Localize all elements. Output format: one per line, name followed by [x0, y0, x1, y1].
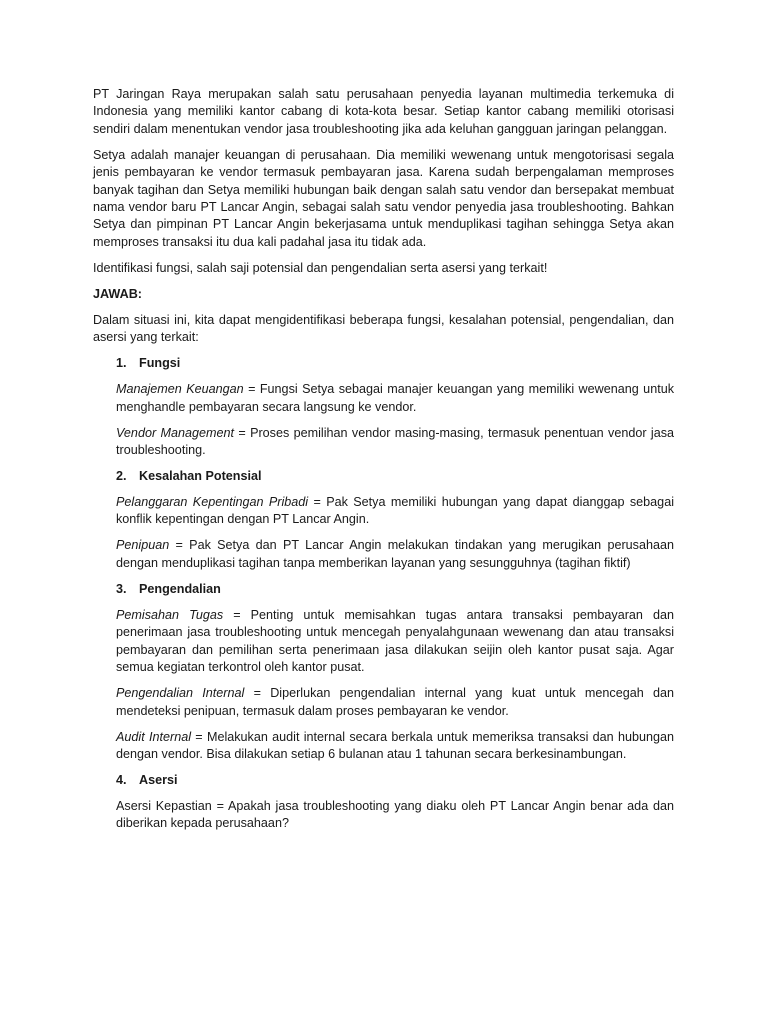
item-text: = Diperlukan pengendalian internal yang kuat untuk mencegah dan mendeteksi penipuan, termasuk dalam proses pembayaran ke vendor.: [116, 686, 674, 718]
item-term: Pengendalian Internal: [116, 686, 245, 701]
section-title: Kesalahan Potensial: [139, 469, 262, 484]
section-number: 3.: [116, 581, 127, 596]
question-text: Identifikasi fungsi, salah saji potensial dan pengendalian serta asersi yang terkait!: [93, 260, 548, 275]
section-item: [116, 798, 674, 833]
section-title: Asersi: [139, 772, 178, 787]
intro-paragraph-2: Setya adalah manajer keuangan di perusahaan. Dia memiliki wewenang untuk mengotorisasi segala jenis pembayaran ke vendor termasuk pembayaran jasa. Karena sudah berpengalaman memproses banyak tagihan dan Setya memiliki hubungan baik dengan salah satu vendor dan bersepakat membuat nama vendor baru PT Lancar Angin, sebagai salah satu vendor penyedia jasa troubleshooting. Bahkan Setya dan pimpinan PT Lancar Angin bekerjasama untuk menduplikasi tagihan sehingga Setya akan memproses transaksi itu dua kali padahal jasa itu tidak ada.: [93, 147, 674, 249]
document-page: [93, 86, 674, 841]
section-item: [116, 494, 674, 529]
section-title: Pengendalian: [139, 581, 221, 596]
answer-label: JAWAB:: [93, 286, 142, 301]
item-term: Vendor Management: [116, 425, 235, 440]
item-term: Manajemen Keuangan: [116, 382, 244, 397]
section-heading-kesalahan-potensial: [93, 468, 674, 485]
section-number: 2.: [116, 469, 127, 484]
section-heading-asersi: [93, 772, 674, 789]
section-item: [116, 381, 674, 416]
item-text: = Pak Setya memiliki hubungan yang dapat dianggap sebagai konflik kepentingan dengan PT Lancar Angin.: [116, 495, 674, 527]
section-number: 4.: [116, 772, 127, 787]
item-term: Pelanggaran Kepentingan Pribadi: [116, 495, 309, 510]
item-text: = Pak Setya dan PT Lancar Angin melakukan tindakan yang merugikan perusahaan dengan menduplikasi tagihan tanpa memberikan layanan yang sesungguhnya (tagihan fiktif): [116, 538, 674, 570]
answer-lead: Dalam situasi ini, kita dapat mengidentifikasi beberapa fungsi, kesalahan potensial, pengendalian, dan asersi yang terkait:: [93, 312, 674, 345]
item-text: = Penting untuk memisahkan tugas antara transaksi pembayaran dan penerimaan jasa troubleshooting untuk mencegah penyalahgunaan wewenang dan atau transaksi pembayaran dan pemilihan serta penerimaan jasa dilakukan seijin oleh kantor pusat saja. Agar semua kegiatan terkontrol oleh kantor pusat.: [116, 607, 674, 675]
item-term: Pemisahan Tugas: [116, 607, 224, 622]
section-item: [116, 729, 674, 764]
item-term: Audit Internal: [116, 729, 192, 744]
section-item: [116, 537, 674, 572]
section-number: 1.: [116, 356, 127, 371]
item-text: = Proses pemilihan vendor masing-masing, termasuk penentuan vendor jasa troubleshooting.: [116, 425, 674, 458]
intro-paragraph-1: PT Jaringan Raya merupakan salah satu perusahaan penyedia layanan multimedia terkemuka di Indonesia yang memiliki kantor cabang di kota-kota besar. Setiap kantor cabang memiliki otorisasi sendiri dalam menentukan vendor jasa troubleshooting jika ada keluhan gangguan jaringan pelanggan.: [93, 87, 674, 136]
item-term: Penipuan: [116, 538, 170, 553]
item-text: = Fungsi Setya sebagai manajer keuangan yang memiliki wewenang untuk menghandle pembayaran secara langsung ke vendor.: [116, 382, 674, 414]
section-heading-fungsi: [93, 355, 674, 372]
item-text: = Melakukan audit internal secara berkala untuk memeriksa transaksi dan hubungan dengan vendor. Bisa dilakukan setiap 6 bulanan atau 1 tahunan secara berkesinambungan.: [116, 729, 674, 761]
item-text: Asersi Kepastian = Apakah jasa troubleshooting yang diaku oleh PT Lancar Angin benar ada dan diberikan kepada perusahaan?: [116, 798, 674, 831]
section-item: [116, 607, 674, 677]
section-heading-pengendalian: [93, 581, 674, 598]
section-item: [116, 685, 674, 720]
section-item: [116, 425, 674, 460]
section-title: Fungsi: [139, 356, 181, 371]
